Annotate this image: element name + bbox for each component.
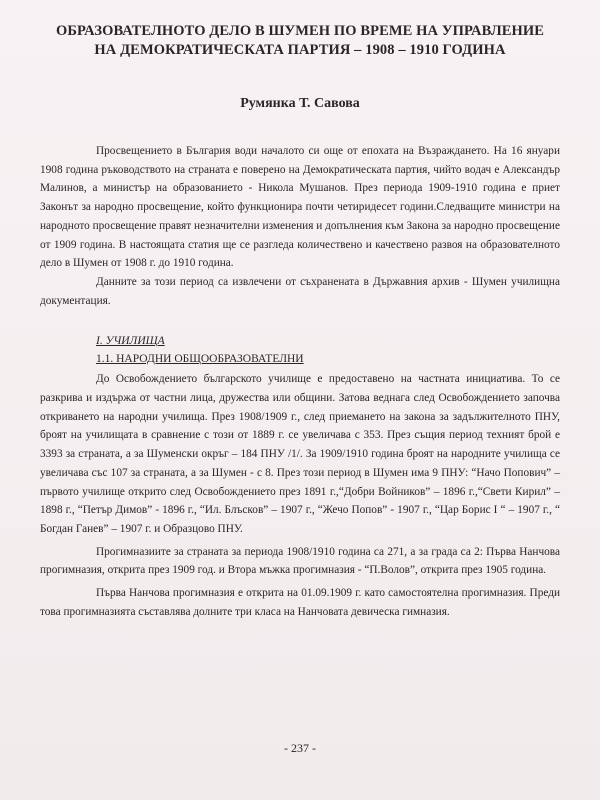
- page-number: - 237 -: [284, 741, 316, 755]
- section-text: [40, 370, 560, 621]
- title-line-2: НА ДЕМОКРАТИЧЕСКАТА ПАРТИЯ – 1908 – 1910 ГОДИНА: [94, 42, 506, 58]
- intro-paragraph-1: Просвещението в България води началото си още от епохата на Възраждането. На 16 януари 1908 година ръководството на страната е поверено на Демократическата партия, чийто водач е Александър Малинов, а министър на образованието - Никола Мушанов. През периода 1909-1910 година е приет Законът за народно просвещение, който функционира почти четиридесет години.Следващите министри на народното просвещение правят незначителни изменения и допълнения към Закона за народно просвещение от 1909 година. В настоящата статия ще се разгледа количествено и качествено развоя на образователното дело в Шумен от 1908 г. до 1910 година.: [40, 145, 560, 270]
- body-paragraph-2: Прогимназиите за страната за периода 1908/1910 година са 271, а за града са 2: Първа Нанчова прогимназия, открита през 1909 год. и Втора мъжка прогимназия - “П.Волов”, открита през 1905 година.: [40, 545, 560, 577]
- section-title: I. УЧИЛИЩА: [96, 335, 165, 348]
- body-paragraph-3: Първа Нанчова прогимназия е открита на 01.09.1909 г. като самостоятелна прогимназия. Преди това прогимназията съставлява долните три класа на Нанчовата девическа гимназия.: [40, 587, 560, 618]
- title-line-1: ОБРАЗОВАТЕЛНОТО ДЕЛО В ШУМЕН ПО ВРЕМЕ НА УПРАВЛЕНИЕ: [55, 23, 545, 39]
- section-heading: [40, 332, 560, 368]
- intro-paragraph-2: Данните за този период са извлечени от съхранената в Държавния архив - Шумен училищна документация.: [40, 275, 560, 307]
- body-paragraph-1: До Освобождението българското училище е предоставено на частната инициатива. То се разкрива и издържа от частни лица, дружества или общини. Затова веднага след Освобождението започва откриването на народни училища. През 1908/1909 г., след приемането на закона за задължителното ПНУ, броят на училищата в сравнение с този от 1889 г. се увеличава с 353. През същия период техният брой е 3393 за страната, а за Шуменски окръг – 184 ПНУ /1/. За 1909/1910 година броят на народните училища се увеличава със 107 за страната, а за Шумен - с 8. През този период в Шумен има 9 ПНУ: “Начо Попович” – първото училище открито след Освобождението през 1891 г.,“Добри Войников” – 1896 г.,“Свети Кирил” – 1898 г., “Петър Димов” - 1896 г., “Ил. Блъсков” – 1907 г., “Жечо Попов” - 1907 г., “Цар Борис I “ – 1907 г., “ Богдан Ганев” – 1907 г. и Образцово ПНУ.: [40, 373, 560, 535]
- article-title: [40, 22, 560, 60]
- subsection-title: 1.1. НАРОДНИ ОБЩООБРАЗОВАТЕЛНИ: [96, 353, 304, 366]
- intro-text: [40, 142, 560, 310]
- author-name: Румянка Т. Савова: [240, 96, 360, 111]
